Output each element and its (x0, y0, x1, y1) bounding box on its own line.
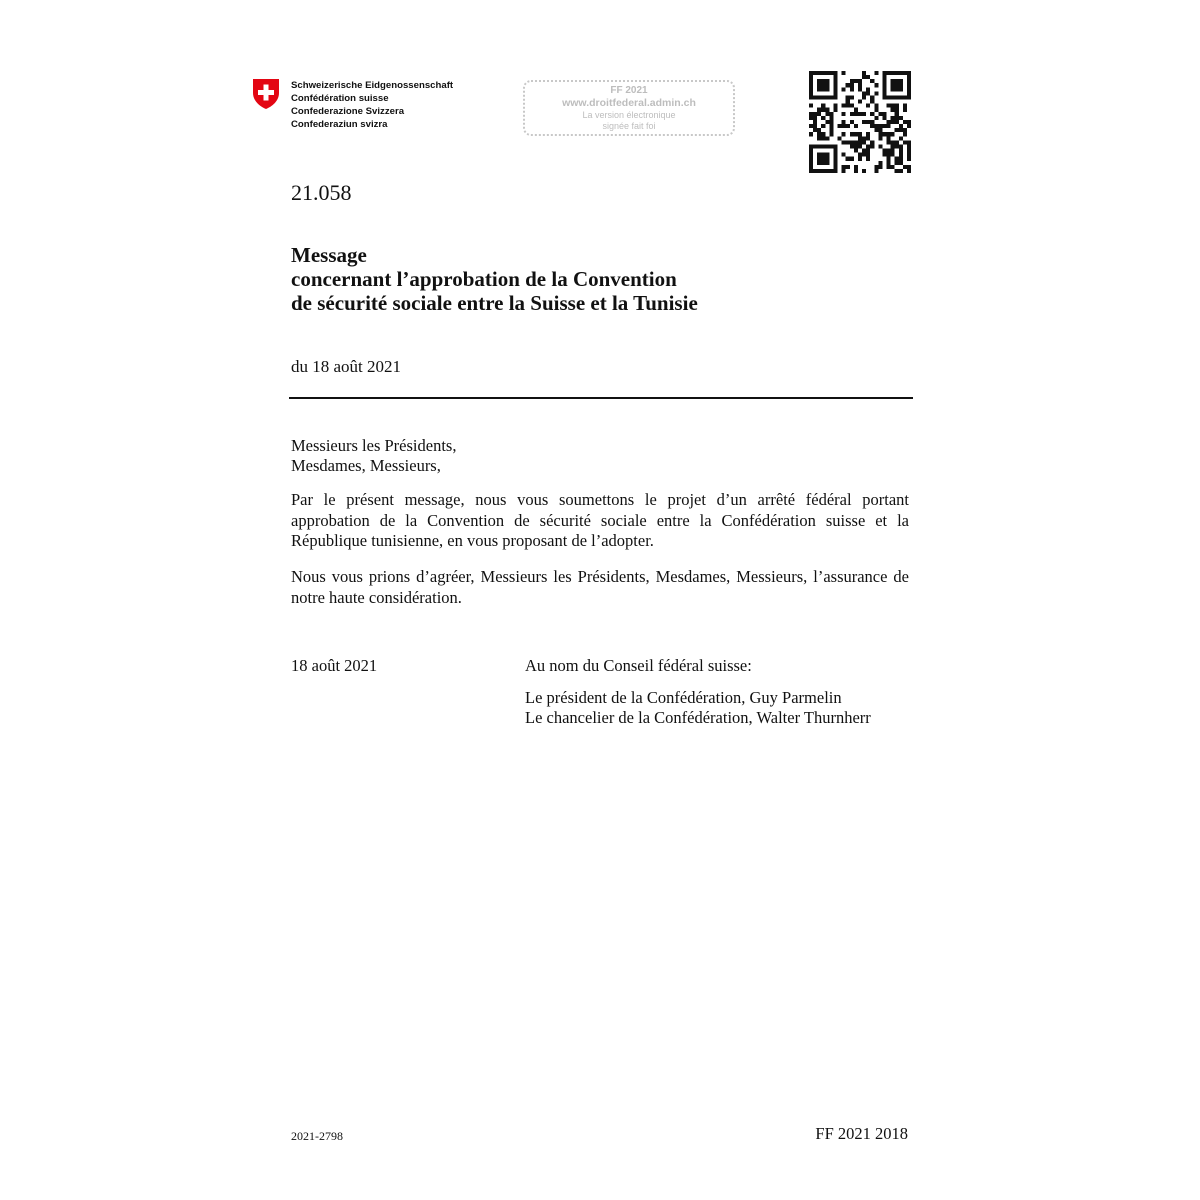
paragraph-proposal: Par le présent message, nous vous soumettons le projet d’un arrêté fédéral portant approbation de la Convention de sécurité sociale entre la Confédération suisse et la République tunisienne, en vous proposant de l’adopter. (291, 490, 909, 550)
signature-date: 18 août 2021 (291, 656, 378, 675)
paragraph-closing: Nous vous prions d’agréer, Messieurs les Présidents, Mesdames, Messieurs, l’assurance de notre haute considération. (291, 567, 909, 607)
confederation-name-rm: Confederaziun svizra (291, 119, 388, 130)
greeting-line-1: Messieurs les Présidents, (291, 436, 457, 455)
footer-reference: 2021-2798 (291, 1129, 343, 1143)
horizontal-divider (289, 397, 913, 399)
stamp-line-2: www.droitfederal.admin.ch (562, 97, 696, 109)
confederation-name-de: Schweizerische Eidgenossenschaft (291, 80, 454, 91)
signature-president: Le président de la Confédération, Guy Parmelin (525, 688, 842, 707)
title-line-3: de sécurité sociale entre la Suisse et la Tunisie (291, 291, 698, 315)
official-version-stamp (523, 80, 735, 136)
greeting (291, 436, 456, 476)
qr-code-icon (809, 71, 911, 173)
signature-chancellor: Le chancelier de la Confédération, Walter Thurnherr (525, 708, 871, 727)
confederation-name-it: Confederazione Svizzera (291, 106, 405, 117)
stamp-line-4: signée fait foi (602, 121, 656, 131)
document-number: 21.058 (291, 180, 352, 205)
confederation-names (291, 79, 453, 131)
footer-page-ref: FF 2021 2018 (815, 1124, 908, 1143)
confederation-name-fr: Confédération suisse (291, 93, 389, 104)
document-date: du 18 août 2021 (291, 357, 402, 376)
title-line-1: Message (291, 243, 367, 267)
stamp-line-3: La version électronique (582, 110, 676, 120)
title-line-2: concernant l’approbation de la Convention (291, 267, 677, 291)
document-title (291, 243, 698, 315)
swiss-coat-of-arms-icon (252, 78, 280, 110)
signature-heading: Au nom du Conseil fédéral suisse: (525, 656, 752, 675)
signature-block (525, 656, 871, 728)
stamp-line-1: FF 2021 (610, 85, 648, 96)
greeting-line-2: Mesdames, Messieurs, (291, 456, 441, 475)
